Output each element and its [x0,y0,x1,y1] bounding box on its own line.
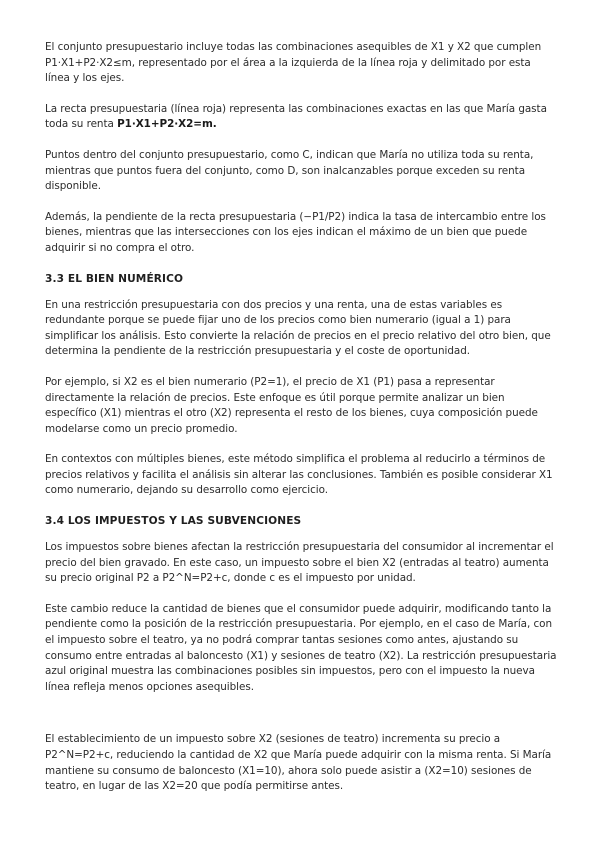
paragraph-taxes-effect: Este cambio reduce la cantidad de bienes que el consumidor puede adquirir, modificando tanto la pendiente como la posición de la restricción presupuestaria. Por ejemplo, en el caso de María, con el impuesto sobre el teatro, ya no podrá comprar tantas sesiones como antes, ajustando su consumo entre entradas al baloncesto (X1) y sesiones de teatro (X2). La restricción presupuestaria azul original muestra las combinaciones posibles sin impuestos, pero con el impuesto la nueva línea refleja menos opciones asequibles. [45,602,557,693]
budget-line-formula: P1·X1+P2·X2=m. [117,118,217,131]
paragraph-numeraire-example: Por ejemplo, si X2 es el bien numerario (P2=1), el precio de X1 (P1) pasa a representar directamente la relación de precios. Este enfoque es útil porque permite analizar un bien específico (X1) mientras el otro (X2) representa el resto de los bienes, cuya composición puede modelarse como un precio promedio. [45,375,538,435]
section-heading-taxes: 3.4 LOS IMPUESTOS Y LAS SUBVENCIONES [45,515,302,528]
paragraph-slope: Además, la pendiente de la recta presupuestaria (−P1/P2) indica la tasa de intercambio entre los bienes, mientras que las intersecciones con los ejes indican el máximo de un bien que puede adquirir si no compra el otro. [45,210,546,254]
paragraph-taxes-intro: Los impuestos sobre bienes afectan la restricción presupuestaria del consumidor al incrementar el precio del bien gravado. En este caso, un impuesto sobre el bien X2 (entradas al teatro) aumenta su precio original P2 a P2^N=P2+c, donde c es el impuesto por unidad. [45,541,554,585]
section-heading-numeraire: 3.3 EL BIEN NUMÉRICO [45,272,184,285]
document-page [45,40,557,810]
budget-line-text: La recta presupuestaria (línea roja) representa las combinaciones exactas en las que María gasta toda su renta [45,102,547,131]
spacer [45,710,557,732]
paragraph-budget-set: El conjunto presupuestario incluye todas las combinaciones asequibles de X1 y X2 que cumplen P1·X1+P2·X2≤m, representado por el área a la izquierda de la línea roja y delimitado por esta línea y los ejes. [45,41,542,85]
paragraph-numeraire-multiple: En contextos con múltiples bienes, este método simplifica el problema al reducirlo a términos de precios relativos y facilita el análisis sin alterar las conclusiones. También es posible considerar X1 como numerario, dejando su desarrollo como ejercicio. [45,453,553,497]
paragraph-points-inside-outside: Puntos dentro del conjunto presupuestario, como C, indican que María no utiliza toda su renta, mientras que puntos fuera del conjunto, como D, son inalcanzables porque exceden su renta disponible. [45,148,534,193]
paragraph-budget-line [45,102,557,133]
paragraph-tax-example: El establecimiento de un impuesto sobre X2 (sesiones de teatro) incrementa su precio a P2^N=P2+c, reduciendo la cantidad de X2 que María puede adquirir con la misma renta. Si María mantiene su consumo de baloncesto (X1=10), ahora solo puede asistir a (X2=10) sesiones de teatro, en lugar de las X2=20 que podía permitirse antes. [45,733,552,793]
paragraph-numeraire-intro: En una restricción presupuestaria con dos precios y una renta, una de estas variables es redundante porque se puede fijar uno de los precios como bien numerario (igual a 1) para simplificar los análisis. Esto convierte la relación de precios en el precio relativo del otro bien, que determina la pendiente de la restricción presupuestaria y el coste de oportunidad. [45,298,551,358]
